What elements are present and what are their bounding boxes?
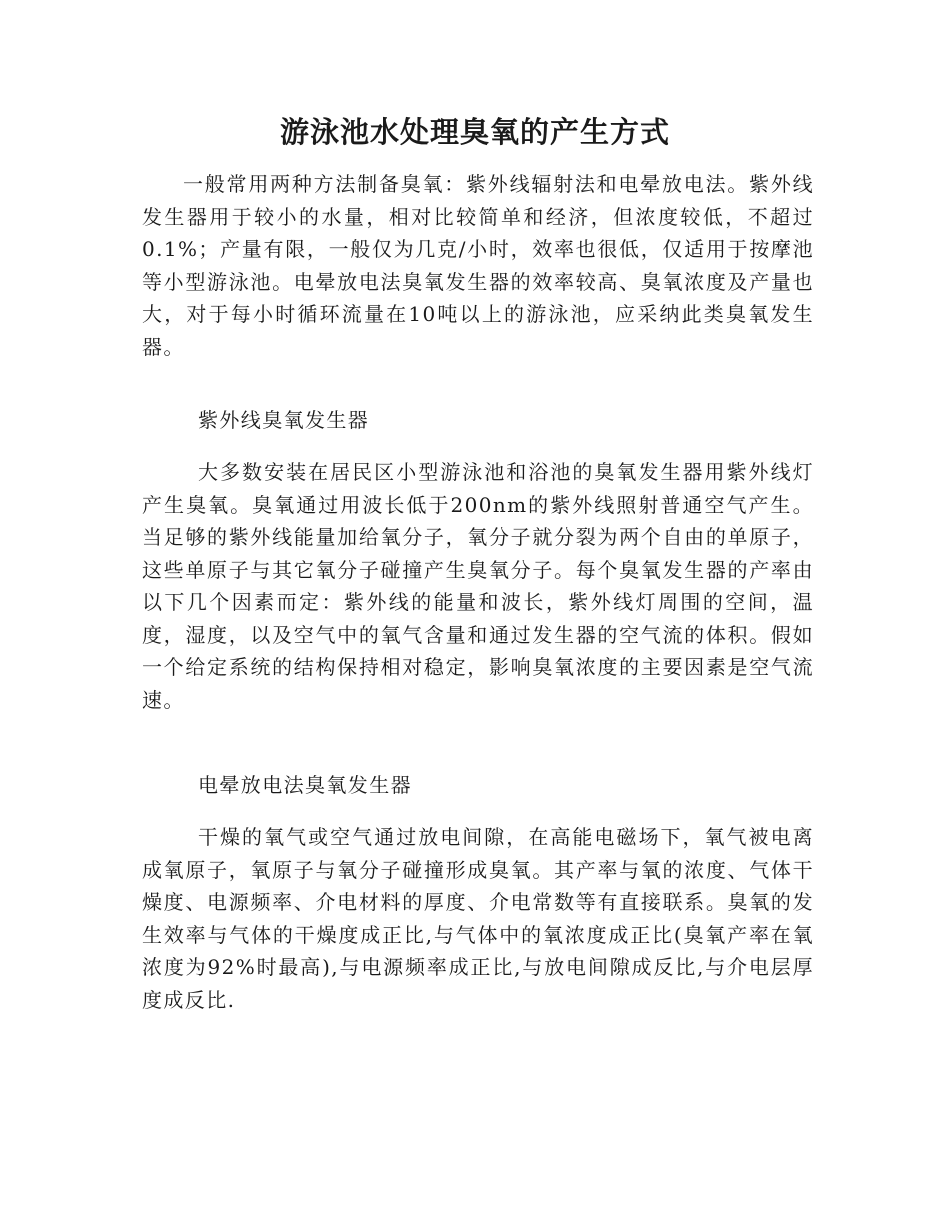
- section-heading-uv: 紫外线臭氧发生器: [198, 408, 370, 432]
- page-title: 游泳池水处理臭氧的产生方式: [279, 115, 670, 149]
- corona-paragraph: 干燥的氧气或空气通过放电间隙，在高能电磁场下，氧气被电离成氧原子，氧原子与氧分子碰撞形成臭氧。其产率与氧的浓度、气体干燥度、电源频率、介电材料的厚度、介电常数等有直接联系。臭氧的发生效率与气体的干燥度成正比,与气体中的氧浓度成正比(臭氧产率在氧浓度为92%时最高),与电源频率成正比,与放电间隙成反比,与介电层厚度成反比.: [142, 825, 814, 1012]
- uv-paragraph: 大多数安装在居民区小型游泳池和浴池的臭氧发生器用紫外线灯产生臭氧。臭氧通过用波长低于200nm的紫外线照射普通空气产生。当足够的紫外线能量加给氧分子，氧分子就分裂为两个自由的单原子，这些单原子与其它氧分子碰撞产生臭氧分子。每个臭氧发生器的产率由以下几个因素而定：紫外线的能量和波长，紫外线灯周围的空间，温度，湿度，以及空气中的氧气含量和通过发生器的空气流的体积。假如一个给定系统的结构保持相对稳定，影响臭氧浓度的主要因素是空气流速。: [142, 460, 814, 712]
- intro-paragraph: 一般常用两种方法制备臭氧：紫外线辐射法和电晕放电法。紫外线发生器用于较小的水量，相对比较简单和经济，但浓度较低，不超过0.1%；产量有限，一般仅为几克/小时，效率也很低，仅适用于按摩池等小型游泳池。电晕放电法臭氧发生器的效率较高、臭氧浓度及产量也大，对于每小时循环流量在10吨以上的游泳池，应采纳此类臭氧发生器。: [142, 172, 814, 359]
- section-heading-corona: 电晕放电法臭氧发生器: [198, 773, 412, 797]
